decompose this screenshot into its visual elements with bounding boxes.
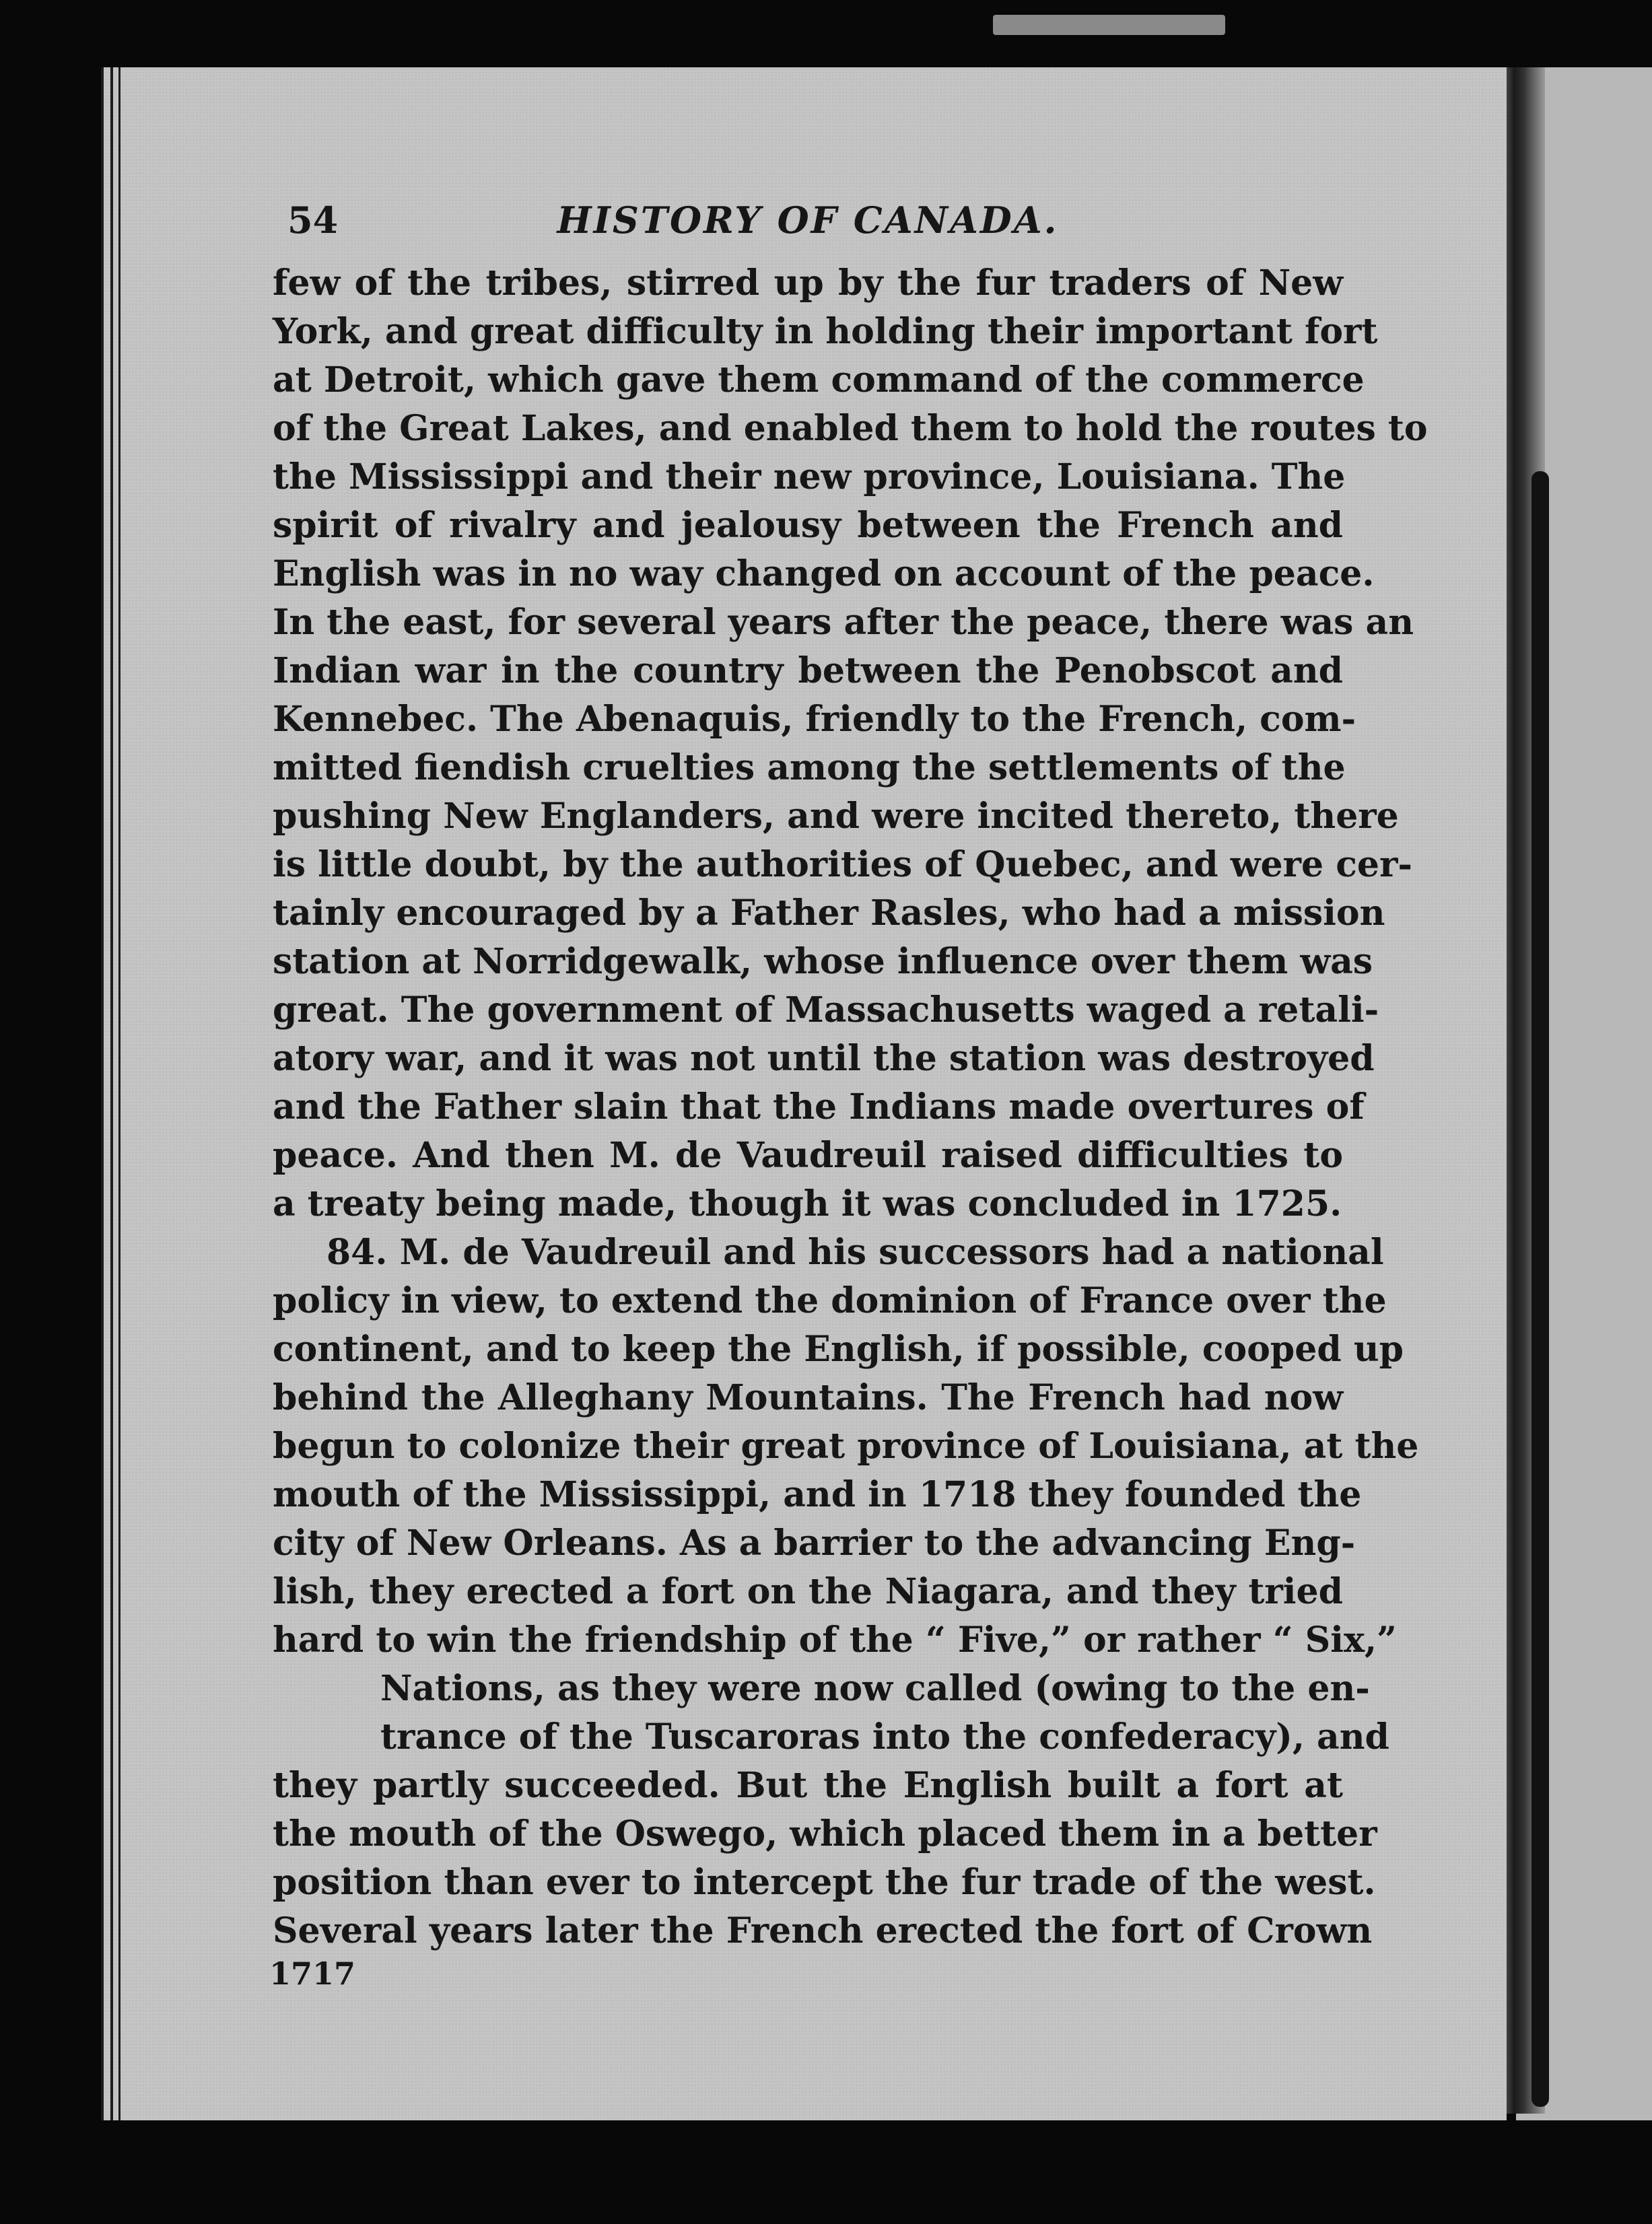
text-line: tainly encouraged by a Father Rasles, who had a mission xyxy=(273,893,1385,934)
text-line: mouth of the Mississippi, and in 1718 they founded the xyxy=(273,1474,1362,1515)
text-line: begun to colonize their great province of Louisiana, at the xyxy=(273,1426,1419,1467)
page-border-line xyxy=(110,67,113,2120)
paragraph-84-start: 84. M. de Vaudreuil and his successors had a national xyxy=(326,1232,1384,1273)
text-line: of the Great Lakes, and enabled them to hold the routes to xyxy=(273,408,1428,449)
text-line: Kennebec. The Abenaquis, friendly to the French, com- xyxy=(273,699,1356,740)
text-line: behind the Alleghany Mountains. The French had now xyxy=(273,1377,1343,1418)
text-line: hard to win the friendship of the “ Five,” or rather “ Six,” xyxy=(273,1620,1397,1661)
text-line: few of the tribes, stirred up by the fur traders of New xyxy=(273,263,1343,304)
text-line: position than ever to intercept the fur trade of the west. xyxy=(273,1862,1376,1903)
text-line: policy in view, to extend the dominion of France over the xyxy=(273,1280,1387,1321)
text-line: great. The government of Massachusetts waged a retali- xyxy=(273,989,1379,1031)
text-line: York, and great difficulty in holding their important fort xyxy=(273,311,1378,352)
page-border-line xyxy=(101,67,104,2120)
text-line: English was in no way changed on account of the peace. xyxy=(273,553,1375,594)
text-line: the mouth of the Oswego, which placed them in a better xyxy=(273,1813,1377,1854)
text-line: trance of the Tuscaroras into the confederacy), and xyxy=(380,1716,1389,1758)
page-number: 54 xyxy=(287,199,339,242)
running-head xyxy=(273,185,1343,259)
text-line: lish, they erected a fort on the Niagara, and they tried xyxy=(273,1571,1343,1612)
text-line: Indian war in the country between the Penobscot and xyxy=(273,650,1343,691)
text-line: a treaty being made, though it was concluded in 1725. xyxy=(273,1183,1342,1224)
text-line: continent, and to keep the English, if possible, cooped up xyxy=(273,1329,1404,1370)
spine-shadow xyxy=(1531,471,1549,2107)
top-paper-scrap xyxy=(993,15,1225,35)
text-line: they partly succeeded. But the English built a fort at xyxy=(273,1765,1343,1806)
page-text-block xyxy=(269,185,1428,1992)
margin-date-note: 1717 xyxy=(269,1955,356,1992)
text-line: mitted fiendish cruelties among the settlements of the xyxy=(273,747,1346,788)
text-line: at Detroit, which gave them command of the commerce xyxy=(273,359,1365,401)
text-line: spirit of rivalry and jealousy between the French and xyxy=(273,505,1343,546)
text-line: station at Norridgewalk, whose influence over them was xyxy=(273,941,1373,982)
text-line: Several years later the French erected the fort of Crown xyxy=(273,1910,1373,1951)
text-line: peace. And then M. de Vaudreuil raised difficulties to xyxy=(273,1135,1343,1176)
text-line: is little doubt, by the authorities of Quebec, and were cer- xyxy=(273,844,1412,885)
text-line: Nations, as they were now called (owing to the en- xyxy=(380,1668,1370,1709)
page-border-line xyxy=(118,67,121,2120)
text-line: In the east, for several years after the peace, there was an xyxy=(273,602,1414,643)
text-line: and the Father slain that the Indians made overtures of xyxy=(273,1086,1365,1127)
text-line: city of New Orleans. As a barrier to the advancing Eng- xyxy=(273,1523,1356,1564)
text-line: the Mississippi and their new province, Louisiana. The xyxy=(273,456,1346,497)
text-line: atory war, and it was not until the station was destroyed xyxy=(273,1038,1375,1079)
running-title: HISTORY OF CANADA. xyxy=(557,199,1059,242)
text-line: pushing New Englanders, and were incited thereto, there xyxy=(273,796,1399,837)
